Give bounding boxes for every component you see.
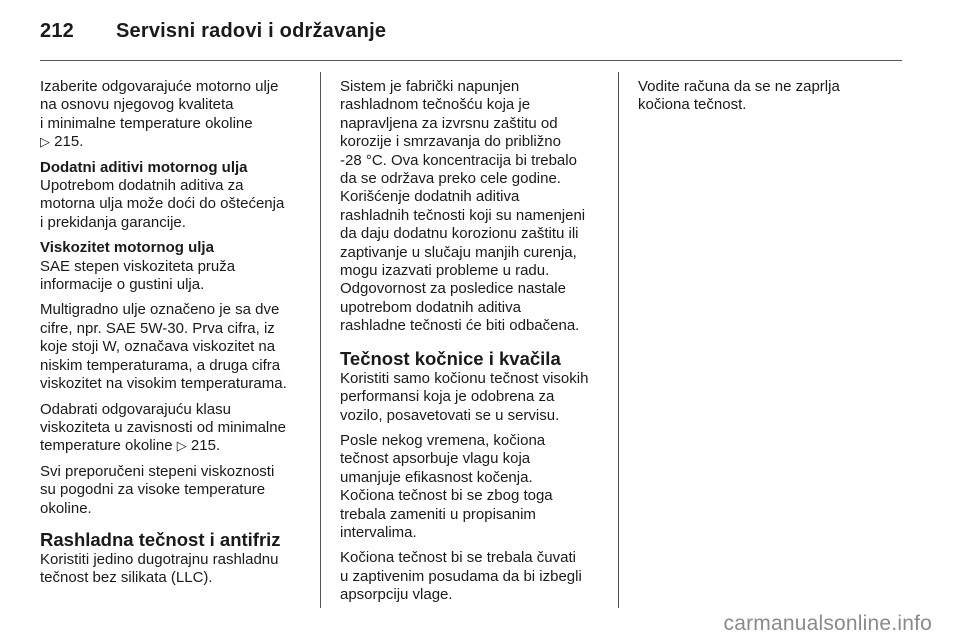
paragraph: Sistem je fabrički napunjen rashladnom tečnošću koja je napravljena za izvrsnu zaštitu od korozije i smrzavanja do približno -28 °C. Ova koncentracija bi trebalo da se održava preko cele godine. Korišćenje dodatnih aditiva rashladnih tečnosti koji su namenjeni da daju dodatnu korozionu zaštitu ili zaptivanje u slučaju manjih curenja, mogu izazvati probleme u radu. Odgovornost za posledice nastale upotrebom dodatnih aditiva rashladne tečnosti će biti odbačena. bbox=[340, 78, 586, 335]
watermark: carmanualsonline.info bbox=[723, 612, 932, 635]
page-title: Servisni radovi i održavanje bbox=[116, 20, 387, 42]
arrow-right-icon[interactable]: ▷ bbox=[40, 134, 50, 150]
paragraph: Kočiona tečnost bi se trebala čuvati u zaptivenim posudama da bi izbegli apsorpciju vlage. bbox=[340, 549, 582, 604]
paragraph: Koristiti samo kočionu tečnost visokih performansi koja je odobrena za vozilo, posavetovati se u servisu. bbox=[340, 369, 589, 424]
paragraph: Vodite računa da se ne zaprlja kočiona tečnost. bbox=[638, 78, 840, 114]
paragraph: Svi preporučeni stepeni viskoznosti su pogodni za visoke temperature okoline. bbox=[40, 462, 275, 517]
subheading: Viskozitet motornog ulja bbox=[40, 239, 214, 257]
column-3 bbox=[638, 78, 900, 115]
section-heading: Rashladna tečnost i antifriz bbox=[40, 528, 281, 550]
column-1 bbox=[40, 78, 308, 588]
page-reference[interactable]: 215. bbox=[190, 437, 221, 455]
page-reference[interactable]: 215. bbox=[54, 133, 84, 151]
arrow-right-icon[interactable]: ▷ bbox=[176, 438, 187, 454]
paragraph: Multigradno ulje označeno je sa dve cifre, npr. SAE 5W-30. Prva cifra, iz koje stoji W, označava viskozitet na niskim temperaturama, a druga cifra viskozitet na visokim temperaturama. bbox=[40, 301, 287, 393]
paragraph: Koristiti jedino dugotrajnu rashladnu tečnost bez silikata (LLC). bbox=[40, 550, 279, 587]
header-rule bbox=[40, 60, 902, 61]
column-divider bbox=[618, 72, 619, 608]
paragraph: Izaberite odgovarajuće motorno ulje na osnovu njegovog kvaliteta i minimalne temperature okoline ▷ 215. bbox=[40, 78, 279, 151]
paragraph: Upotrebom dodatnih aditiva za motorna ulja može doći do oštećenja i prekidanja garancije. bbox=[40, 177, 285, 231]
column-2 bbox=[340, 78, 610, 605]
subheading: Dodatni aditivi motornog ulja bbox=[40, 158, 248, 176]
paragraph: Posle nekog vremena, kočiona tečnost apsorbuje vlagu koja umanjuje efikasnost kočenja. Kočiona tečnost bi se zbog toga trebala zameniti u propisanim intervalima. bbox=[340, 431, 553, 541]
section-heading: Tečnost kočnice i kvačila bbox=[340, 347, 561, 369]
page-number: 212 bbox=[40, 20, 74, 42]
paragraph: SAE stepen viskoziteta pruža informacije o gustini ulja. bbox=[40, 257, 236, 294]
page-header bbox=[40, 20, 386, 43]
paragraph: Odabrati odgovarajuću klasu viskoziteta u zavisnosti od minimalne temperature okoline ▷ 215. bbox=[40, 400, 286, 455]
column-divider bbox=[320, 72, 321, 608]
